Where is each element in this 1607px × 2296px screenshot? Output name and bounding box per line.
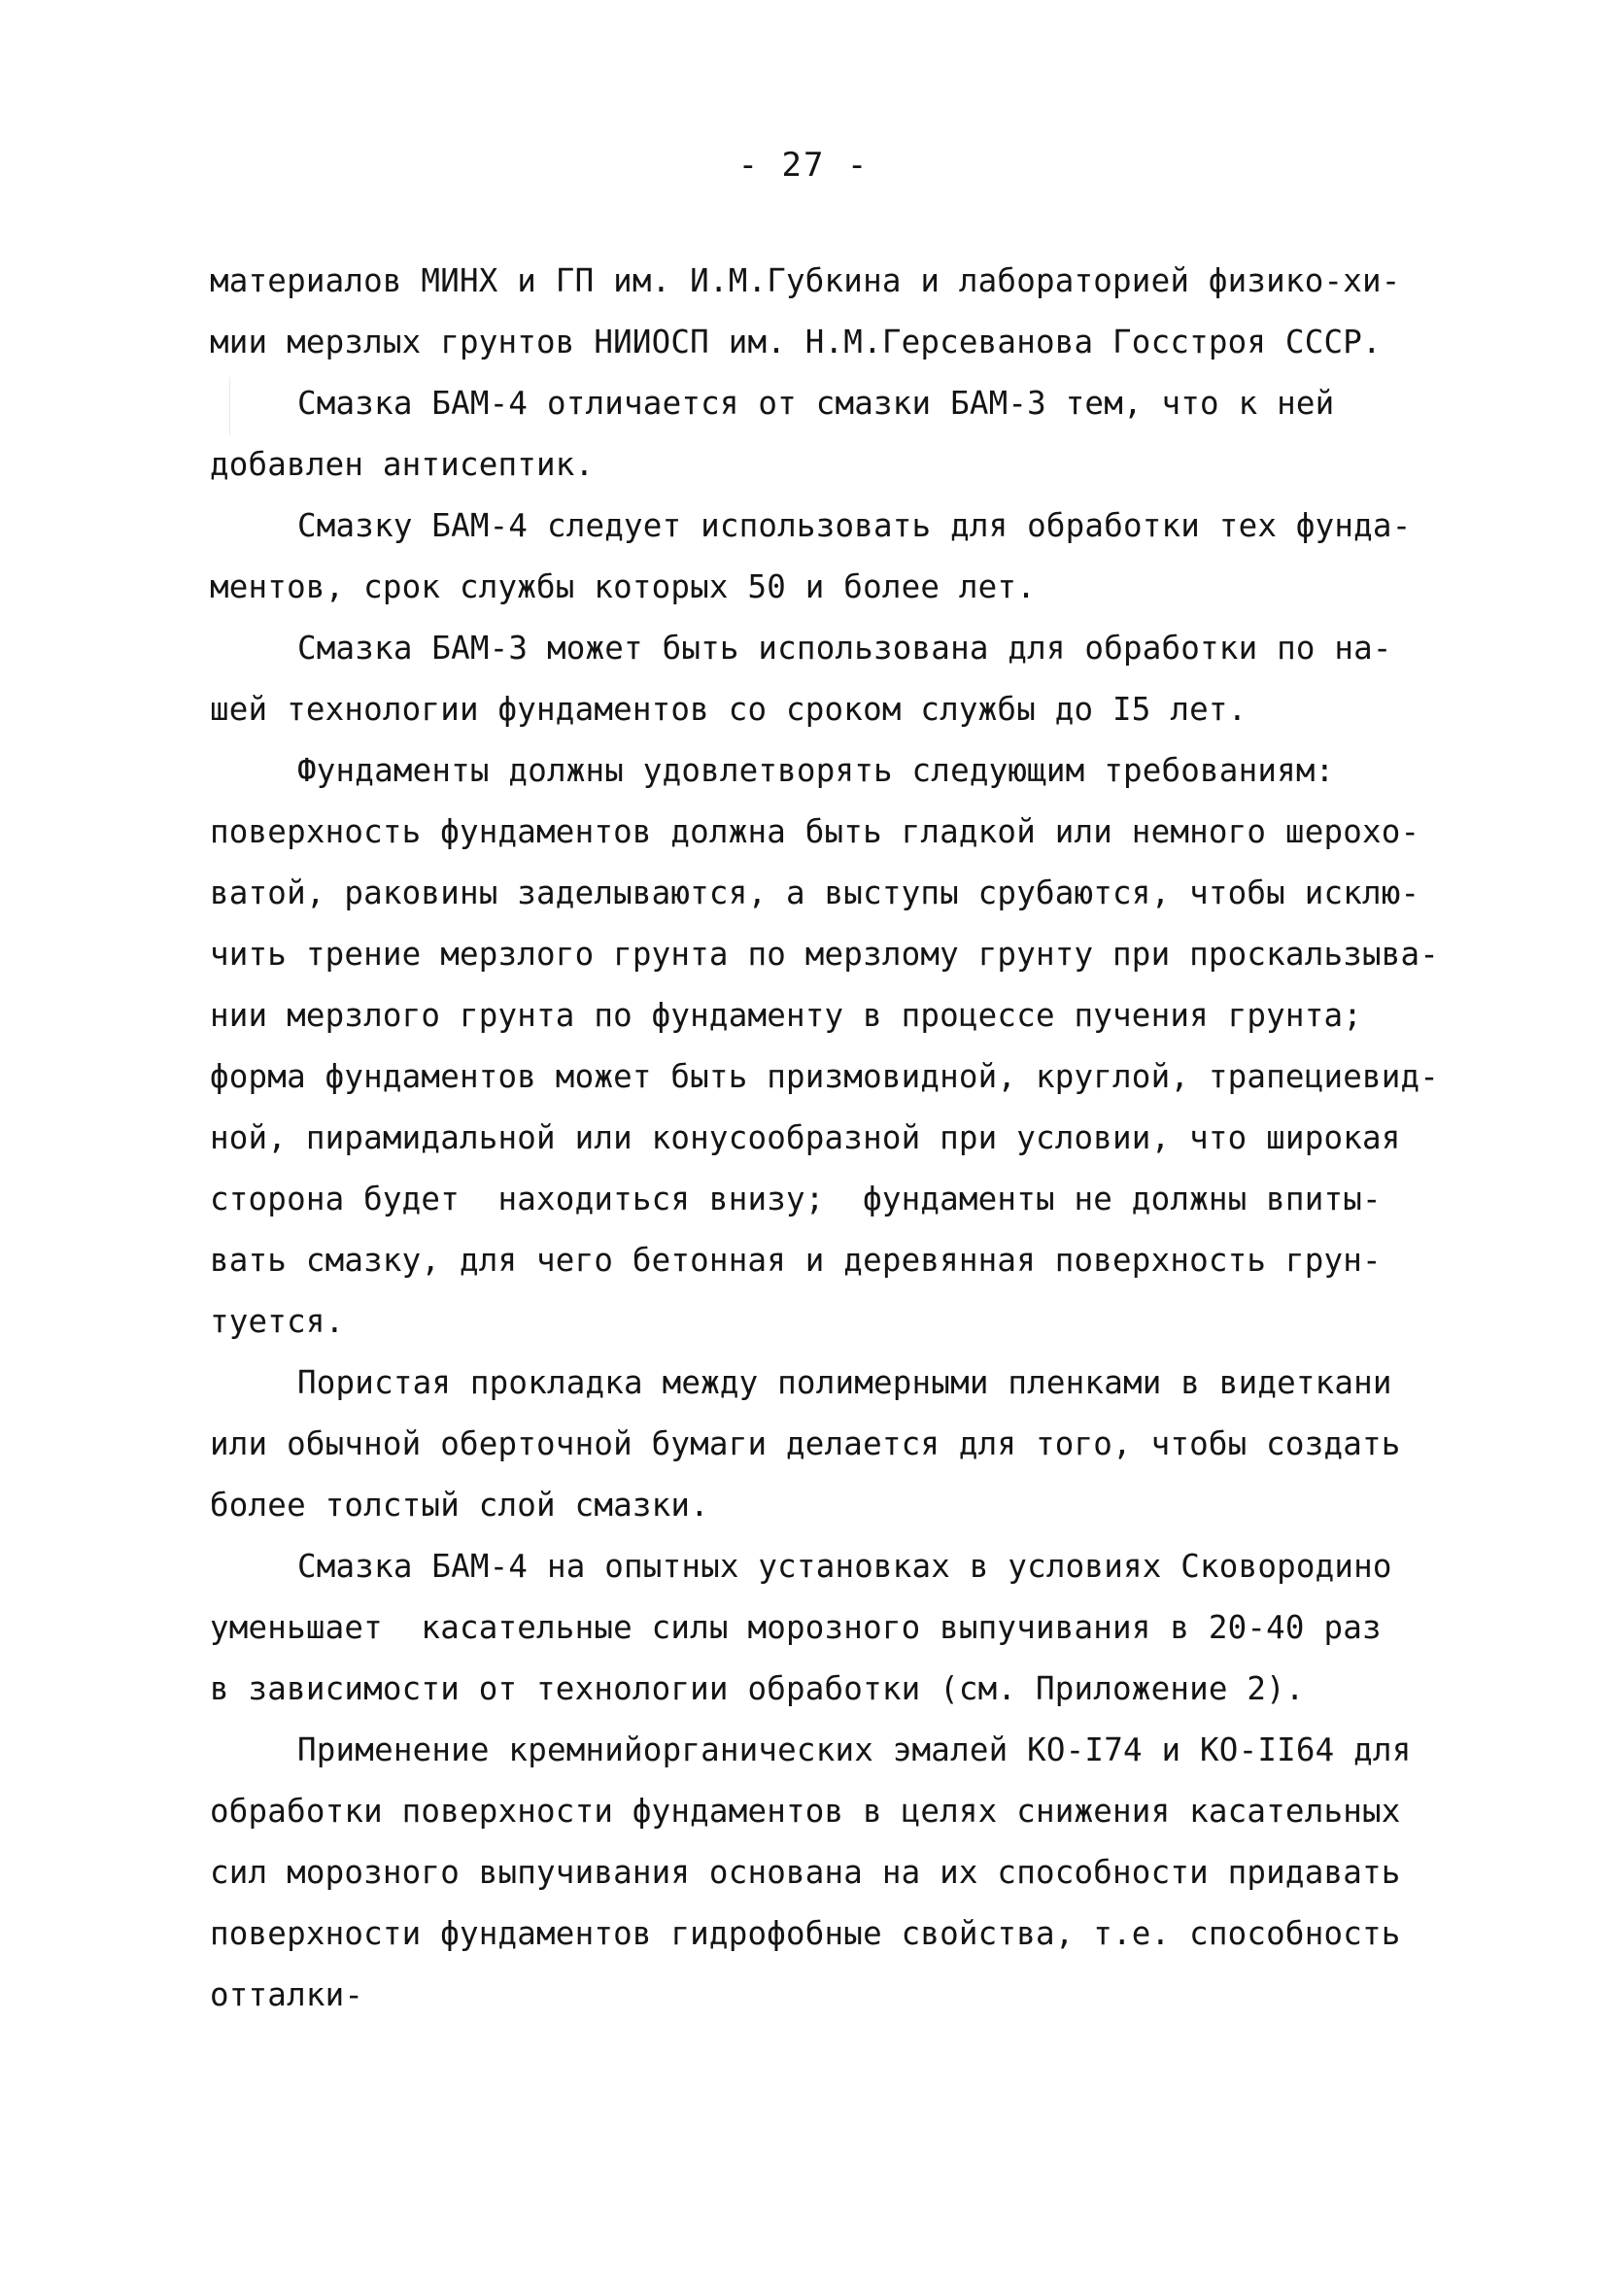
page-number: - 27 - <box>737 146 870 185</box>
text-line: Применение кремнийорганических эмалей КО-I74 и КО-II64 для <box>297 1731 1412 1768</box>
text-line: уменьшает касательные силы морозного выпучивания в 20-40 раз <box>210 1609 1382 1646</box>
text-line: чить трение мерзлого грунта по мерзлому грунту при проскальзыва- <box>210 936 1440 973</box>
text-line: поверхность фундаментов должна быть гладкой или немного шерохо- <box>210 813 1420 850</box>
text-line: ментов, срок службы которых 50 и более лет. <box>210 568 1036 605</box>
text-line: отталки- <box>210 1976 364 2013</box>
text-line: мии мерзлых грунтов НИИОСП им. Н.М.Герсеванова Госстроя СССР. <box>210 324 1382 360</box>
text-line: ватой, раковины заделываются, а выступы срубаются, чтобы исклю- <box>210 874 1420 911</box>
text-line: форма фундаментов может быть призмовидной, круглой, трапециевид- <box>210 1058 1440 1095</box>
text-line: ной, пирамидальной или конусообразной при условии, что широкая <box>210 1119 1401 1156</box>
text-line: нии мерзлого грунта по фундаменту в процессе пучения грунта; <box>210 997 1362 1034</box>
text-line: Смазка БАМ-4 на опытных установках в условиях Сковородино <box>297 1548 1392 1585</box>
text-line: в зависимости от технологии обработки (см. Приложение 2). <box>210 1670 1305 1707</box>
text-line: материалов МИНХ и ГП им. И.М.Губкина и лабораторией физико-хи- <box>210 262 1401 299</box>
text-line: Фундаменты должны удовлетворять следующим требованиям: <box>297 752 1335 789</box>
text-line: сил морозного выпучивания основана на их способности придавать <box>210 1854 1401 1891</box>
text-line: шей технологии фундаментов со сроком службы до I5 лет. <box>210 691 1248 728</box>
text-line: Смазку БАМ-4 следует использовать для обработки тех фунда- <box>297 507 1412 544</box>
text-line: Смазка БАМ-4 отличается от смазки БАМ-3 тем, что к ней <box>297 385 1335 422</box>
text-line: Смазка БАМ-3 может быть использована для обработки по на- <box>297 630 1392 667</box>
body-text <box>210 251 1440 2026</box>
text-line: вать смазку, для чего бетонная и деревянная поверхность грун- <box>210 1242 1382 1279</box>
text-line: добавлен антисептик. <box>210 446 595 483</box>
text-line: или обычной оберточной бумаги делается для того, чтобы создать <box>210 1425 1401 1462</box>
text-line: обработки поверхности фундаментов в целях снижения касательных <box>210 1793 1401 1830</box>
text-line: Пористая прокладка между полимерными пленками в видеткани <box>297 1364 1392 1401</box>
text-line: поверхности фундаментов гидрофобные свойства, т.е. способность <box>210 1915 1401 1952</box>
text-line: сторона будет находиться внизу; фундаменты не должны впиты- <box>210 1181 1382 1217</box>
text-line: туется. <box>210 1303 345 1340</box>
text-line: более толстый слой смазки. <box>210 1487 709 1524</box>
